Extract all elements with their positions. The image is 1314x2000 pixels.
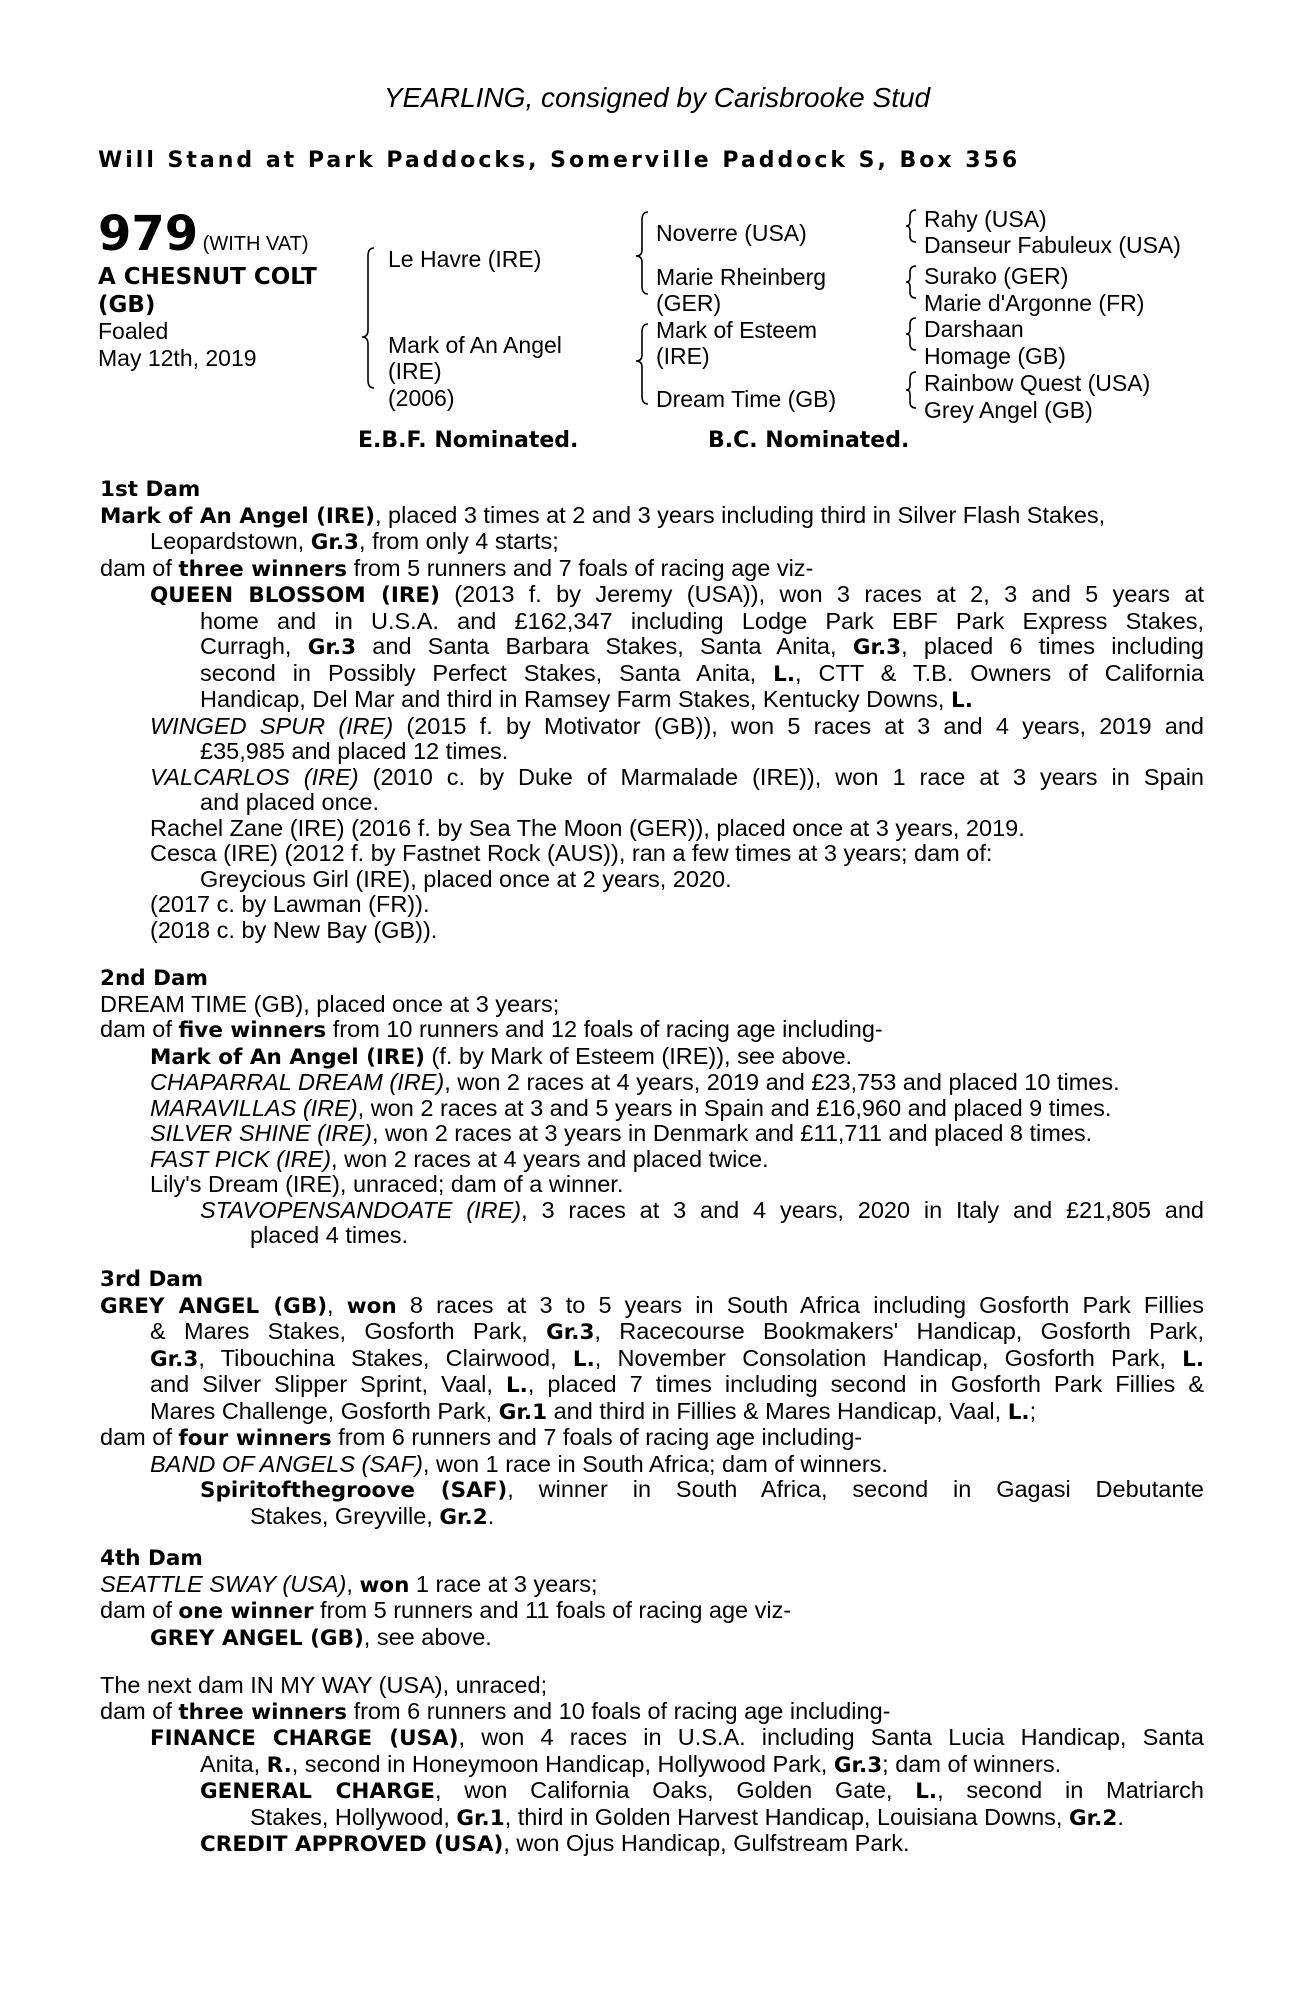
lot-description-2: (GB) (98, 292, 156, 318)
progeny-line: GENERAL CHARGE, won California Oaks, Golden Gate, L., second in Matriarch (200, 1777, 1204, 1804)
progeny-line: Cesca (IRE) (2012 f. by Fastnet Rock (AUS)), ran a few times at 3 years; dam of: (150, 840, 993, 866)
next-dam-section (100, 1673, 1204, 1858)
progeny-line: Spiritofthegroove (SAF), winner in South Africa, second in Gagasi Debutante (200, 1476, 1204, 1503)
progeny-line: FINANCE CHARGE (USA), won 4 races in U.S.A. including Santa Lucia Handicap, Santa (150, 1724, 1204, 1751)
dam-dam: Dream Time (GB) (656, 386, 837, 412)
foaled-label: Foaled (98, 318, 169, 344)
lot-description-1: A CHESNUT COLT (98, 264, 317, 290)
bc-nominated: B.C. Nominated. (708, 428, 910, 453)
second-dam-heading: 2nd Dam (100, 966, 208, 991)
grandparent-4: Marie d'Argonne (FR) (924, 290, 1145, 316)
grandparent-1: Rahy (USA) (924, 206, 1047, 232)
third-dam-line: GREY ANGEL (GB), won 8 races at 3 to 5 years in South Africa including Gosforth Park Fillies (100, 1291, 1204, 1319)
brace-g4 (906, 372, 916, 408)
progeny-line: Stakes, Greyville, Gr.2. (250, 1502, 495, 1530)
first-dam-line: Mark of An Angel (IRE), placed 3 times at 2 and 3 years including third in Silver Flash Stakes, (100, 501, 1106, 529)
progeny-line: Greycious Girl (IRE), placed once at 2 years, 2020. (200, 865, 732, 892)
grandparent-6: Homage (GB) (924, 343, 1066, 369)
brace-dam-parents (636, 324, 648, 404)
next-dam-produce-summary: dam of three winners from 6 runners and 10 foals of racing age including- (100, 1697, 891, 1725)
second-dam-produce-summary: dam of five winners from 10 runners and 12 foals of racing age including- (100, 1016, 883, 1043)
dam-name-3: (2006) (388, 385, 455, 411)
grandparent-7: Rainbow Quest (USA) (924, 370, 1151, 396)
progeny-line: Stakes, Hollywood, Gr.1, third in Golden Harvest Handicap, Louisiana Downs, Gr.2. (250, 1803, 1124, 1831)
brace-g3 (906, 318, 916, 350)
dam-name-2: (IRE) (388, 358, 442, 384)
progeny-line: BAND OF ANGELS (SAF), won 1 race in South Africa; dam of winners. (150, 1450, 888, 1477)
progeny-line: VALCARLOS (IRE) (2010 c. by Duke of Marmalade (IRE)), won 1 race at 3 years in Spain (150, 763, 1204, 790)
progeny-line: FAST PICK (IRE), won 2 races at 4 years and placed twice. (150, 1145, 769, 1172)
progeny-line: home and in U.S.A. and £162,347 including Lodge Park EBF Park Express Stakes, (200, 607, 1204, 634)
sire-dam-2: (GER) (656, 290, 722, 316)
stand-location: Will Stand at Park Paddocks, Somerville Paddock S, Box 356 (98, 148, 1021, 173)
vat-note: (WITH VAT) (202, 233, 309, 255)
brace-g2 (906, 266, 916, 298)
next-dam-line: The next dam IN MY WAY (USA), unraced; (100, 1672, 548, 1698)
ebf-nominated: E.B.F. Nominated. (358, 428, 579, 453)
progeny-line: SILVER SHINE (IRE), won 2 races at 3 years in Denmark and £11,711 and placed 8 times. (150, 1120, 1093, 1146)
third-dam-section (100, 1267, 1204, 1530)
sire-dam-1: Marie Rheinberg (656, 264, 827, 290)
fourth-dam-line: SEATTLE SWAY (USA), won 1 race at 3 years; (100, 1570, 598, 1598)
third-dam-line: & Mares Stakes, Gosforth Park, Gr.3, Racecourse Bookmakers' Handicap, Gosforth Park, (150, 1318, 1204, 1345)
third-dam-heading: 3rd Dam (100, 1267, 204, 1292)
second-dam-line: DREAM TIME (GB), placed once at 3 years; (100, 990, 560, 1017)
progeny-line: CHAPARRAL DREAM (IRE), won 2 races at 4 years, 2019 and £23,753 and placed 10 times. (150, 1069, 1120, 1095)
progeny-line: QUEEN BLOSSOM (IRE) (2013 f. by Jeremy (USA)), won 3 races at 2, 3 and 5 years at (150, 581, 1204, 608)
progeny-line: and placed once. (200, 789, 380, 815)
progeny-line: MARAVILLAS (IRE), won 2 races at 3 and 5 years in Spain and £16,960 and placed 9 times. (150, 1094, 1112, 1121)
first-dam-line: Leopardstown, Gr.3, from only 4 starts; (150, 528, 559, 555)
progeny-line: CREDIT APPROVED (USA), won Ojus Handicap, Gulfstream Park. (200, 1830, 910, 1857)
brace-sire-dam (362, 248, 374, 388)
grandparent-2: Danseur Fabuleux (USA) (924, 232, 1181, 258)
lot-number: 979 (98, 206, 199, 262)
second-dam-section (100, 966, 1204, 1249)
grandparent-5: Darshaan (924, 316, 1024, 342)
progeny-line: (2017 c. by Lawman (FR)). (150, 891, 430, 917)
progeny-line: Anita, R., second in Honeymoon Handicap, Hollywood Park, Gr.3; dam of winners. (200, 1750, 1062, 1778)
progeny-line: Rachel Zane (IRE) (2016 f. by Sea The Moon (GER)), placed once at 3 years, 2019. (150, 814, 1025, 841)
progeny-line: (2018 c. by New Bay (GB)). (150, 916, 438, 943)
foaled-date: May 12th, 2019 (98, 345, 257, 371)
sire-name: Le Havre (IRE) (388, 246, 542, 272)
progeny-line: WINGED SPUR (IRE) (2015 f. by Motivator (GB)), won 5 races at 3 and 4 years, 2019 and (150, 712, 1205, 739)
first-dam-heading: 1st Dam (100, 477, 201, 502)
progeny-line: placed 4 times. (250, 1222, 409, 1248)
third-dam-line: Mares Challenge, Gosforth Park, Gr.1 and third in Fillies & Mares Handicap, Vaal, L.; (150, 1397, 1037, 1425)
fourth-dam-section (100, 1546, 1204, 1651)
progeny-line: Lily's Dream (IRE), unraced; dam of a winner. (150, 1171, 624, 1197)
dam-sire-2: (IRE) (656, 343, 710, 369)
progeny-line: Handicap, Del Mar and third in Ramsey Farm Stakes, Kentucky Downs, L. (200, 686, 973, 713)
progeny-line: £35,985 and placed 12 times. (200, 738, 509, 764)
progeny-line: second in Possibly Perfect Stakes, Santa Anita, L., CTT & T.B. Owners of California (200, 659, 1204, 687)
fourth-dam-produce-summary: dam of one winner from 5 runners and 11 foals of racing age viz- (100, 1597, 792, 1624)
progeny-line: Curragh, Gr.3 and Santa Barbara Stakes, Santa Anita, Gr.3, placed 6 times including (200, 633, 1205, 660)
brace-sire-parents (636, 212, 648, 294)
sale-heading: YEARLING, consigned by Carisbrooke Stud (383, 82, 931, 113)
progeny-line: STAVOPENSANDOATE (IRE), 3 races at 3 and 4 years, 2020 in Italy and £21,805 and (200, 1196, 1204, 1223)
first-dam-section (100, 477, 1204, 943)
third-dam-line: Gr.3, Tibouchina Stakes, Clairwood, L., November Consolation Handicap, Gosforth Park, L. (150, 1344, 1204, 1372)
grandparent-3: Surako (GER) (924, 263, 1069, 289)
progeny-line: GREY ANGEL (GB), see above. (150, 1623, 492, 1651)
third-dam-line: and Silver Slipper Sprint, Vaal, L., placed 7 times including second in Gosforth Park Fillies & (150, 1371, 1204, 1398)
brace-g1 (906, 210, 916, 242)
first-dam-produce-summary: dam of three winners from 5 runners and 7 foals of racing age viz- (100, 554, 814, 582)
dam-name-1: Mark of An Angel (388, 332, 562, 358)
dam-sire-1: Mark of Esteem (656, 317, 818, 343)
grandparent-8: Grey Angel (GB) (924, 397, 1093, 423)
sire-sire: Noverre (USA) (656, 220, 807, 246)
fourth-dam-heading: 4th Dam (100, 1546, 203, 1571)
third-dam-produce-summary: dam of four winners from 6 runners and 7 foals of racing age including- (100, 1424, 863, 1451)
progeny-line: Mark of An Angel (IRE) (f. by Mark of Esteem (IRE)), see above. (150, 1042, 853, 1070)
